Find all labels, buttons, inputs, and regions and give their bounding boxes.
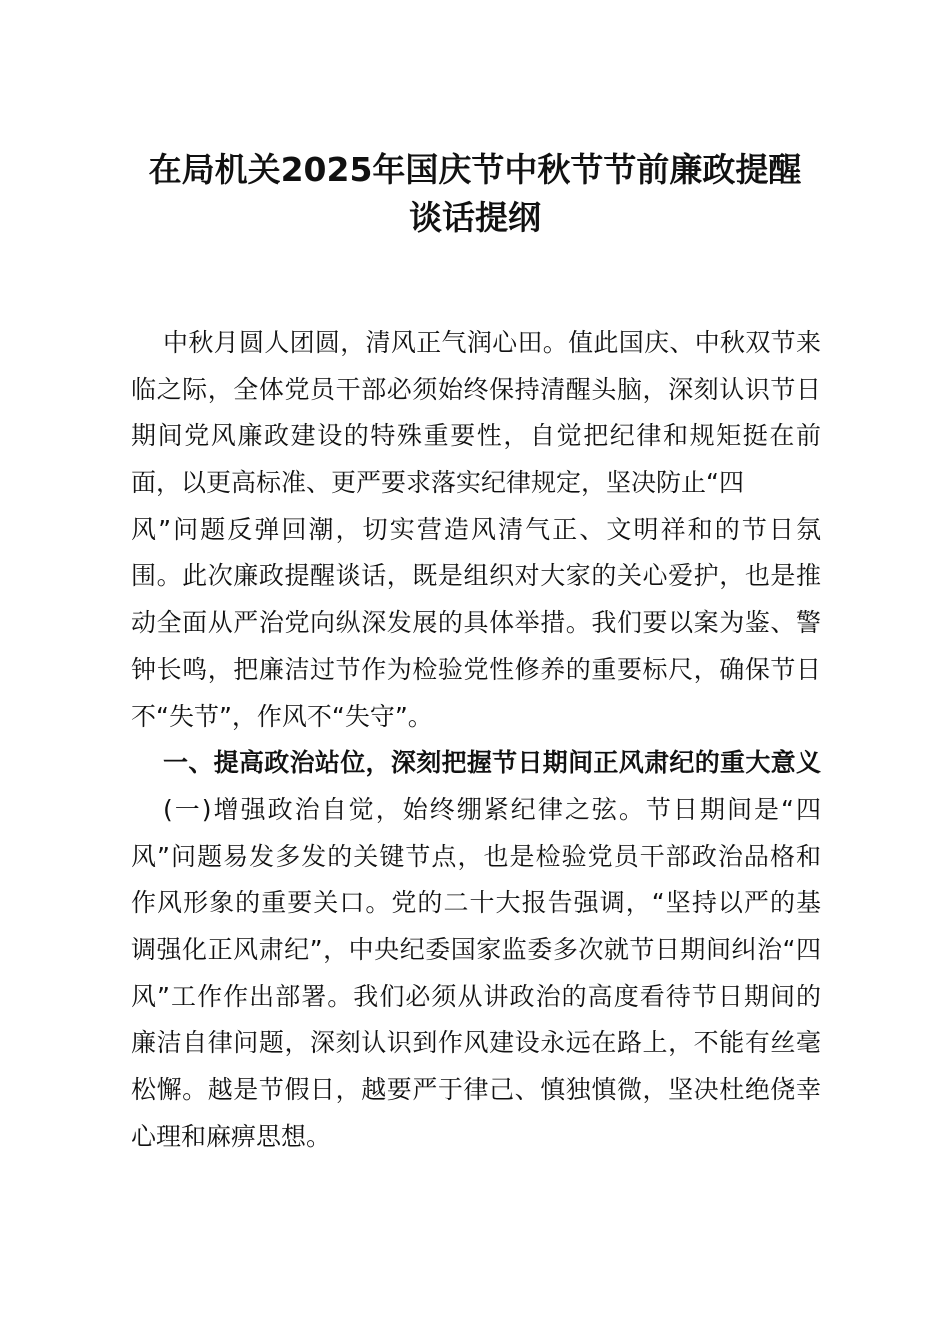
text-line: 风”工作作出部署。我们必须从讲政治的高度看待节日期间的 xyxy=(131,981,821,1011)
text-line: 面，以更高标准、更严要求落实纪律规定，坚决防止“四 xyxy=(131,468,744,498)
text-line: (一)增强政治自觉，始终绷紧纪律之弦。节日期间是“四 xyxy=(163,794,821,824)
text-line: 风”问题易发多发的关键节点，也是检验党员干部政治品格和 xyxy=(131,841,821,871)
document-title-line-1: 在局机关2025年国庆节中秋节节前廉政提醒 xyxy=(148,150,802,189)
document-body xyxy=(131,320,821,1160)
text-line: 廉洁自律问题，深刻认识到作风建设永远在路上，不能有丝毫 xyxy=(131,1028,821,1058)
text-line: 动全面从严治党向纵深发展的具体举措。我们要以案为鉴、警 xyxy=(131,608,821,638)
text-line: 围。此次廉政提醒谈话，既是组织对大家的关心爱护，也是推 xyxy=(131,561,821,591)
section-heading-text: 一、提高政治站位，深刻把握节日期间正风肃纪的重大意义 xyxy=(163,748,821,778)
text-line: 中秋月圆人团圆，清风正气润心田。值此国庆、中秋双节来 xyxy=(163,328,821,357)
text-line: 心理和麻痹思想。 xyxy=(131,1121,332,1151)
document-title-line-2: 谈话提纲 xyxy=(409,198,541,237)
text-line: 松懈。越是节假日，越要严于律己、慎独慎微，坚决杜绝侥幸 xyxy=(131,1075,821,1104)
text-line: 调强化正风肃纪”，中央纪委国家监委多次就节日期间纠治“四 xyxy=(131,934,821,964)
text-line: 临之际，全体党员干部必须始终保持清醒头脑，深刻认识节日 xyxy=(131,374,821,404)
text-line: 期间党风廉政建设的特殊重要性，自觉把纪律和规矩挺在前 xyxy=(131,421,821,451)
text-line: 不“失节”，作风不“失守”。 xyxy=(131,701,433,731)
intro-paragraph xyxy=(131,320,821,740)
text-line: 风”问题反弹回潮，切实营造风清气正、文明祥和的节日氛 xyxy=(131,514,821,544)
subsection-paragraph xyxy=(131,787,821,1161)
text-line: 作风形象的重要关口。党的二十大报告强调，“坚持以严的基 xyxy=(131,888,821,918)
section-heading xyxy=(131,740,821,787)
text-line: 钟长鸣，把廉洁过节作为检验党性修养的重要标尺，确保节日 xyxy=(131,654,821,684)
